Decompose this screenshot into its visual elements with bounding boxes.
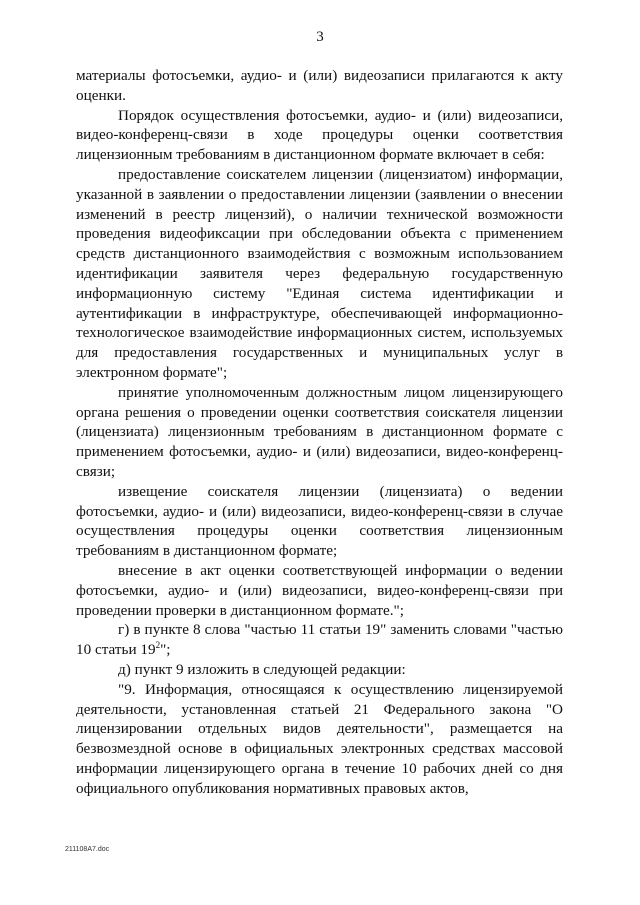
- page-number: 3: [316, 29, 324, 45]
- document-body: [76, 66, 563, 798]
- paragraph-g-text: г) в пункте 8 слова "частью 11 статьи 19" заменить словами "частью 10 статьи 19: [76, 621, 563, 659]
- paragraph: Порядок осуществления фотосъемки, аудио- и (или) видеозаписи, видео-конференц-связи в ходе процедуры оценки соответствия лицензионным требованиям в дистанционном формате включает в себя:: [76, 106, 563, 164]
- paragraph: принятие уполномоченным должностным лицом лицензирующего органа решения о проведении оценки соответствия соискателя лицензии (лицензиата) лицензионным требованиям в дистанционном формате с применением фотосъемки, аудио- и (или) видеозаписи, видео-конференц-связи;: [76, 383, 563, 480]
- paragraph-g-tail: ";: [160, 641, 171, 659]
- paragraph: извещение соискателя лицензии (лицензиата) о ведении фотосъемки, аудио- и (или) видеозаписи, видео-конференц-связи в случае осуществления процедуры оценки соответствия лицензионным требованиям в дистанционном формате;: [76, 482, 563, 560]
- paragraph: предоставление соискателем лицензии (лицензиатом) информации, указанной в заявлении о предоставлении лицензии (заявлении о внесении изменений в реестр лицензий), о наличии технической возможности проведения видеофиксации при обследовании объекта с применением средств дистанционного взаимодействия с возможным использованием идентификации заявителя через федеральную государственную информационную систему "Единая система идентификации и аутентификации в инфраструктуре, обеспечивающей информационно-технологическое взаимодействие информационных систем, используемых для предоставления государственных и муниципальных услуг в электронном формате";: [76, 165, 563, 381]
- paragraph-d: д) пункт 9 изложить в следующей редакции:: [118, 660, 406, 678]
- file-name-footer: 211108А7.doc: [65, 846, 110, 853]
- paragraph-g: [76, 620, 563, 660]
- paragraph: материалы фотосъемки, аудио- и (или) видеозаписи прилагаются к акту оценки.: [76, 67, 563, 104]
- paragraph: внесение в акт оценки соответствующей информации о ведении фотосъемки, аудио- и (или) видеозаписи, видео-конференц-связи при проведении проверки в дистанционном формате.";: [76, 561, 563, 619]
- superscript: 2: [155, 640, 161, 651]
- paragraph-9: "9. Информация, относящаяся к осуществлению лицензируемой деятельности, установленная статьей 21 Федерального закона "О лицензировании отдельных видов деятельности", размещается на безвозмездной основе в официальных электронных средствах массовой информации лицензирующего органа в течение 10 рабочих дней со дня официального опубликования нормативных правовых актов,: [76, 680, 563, 797]
